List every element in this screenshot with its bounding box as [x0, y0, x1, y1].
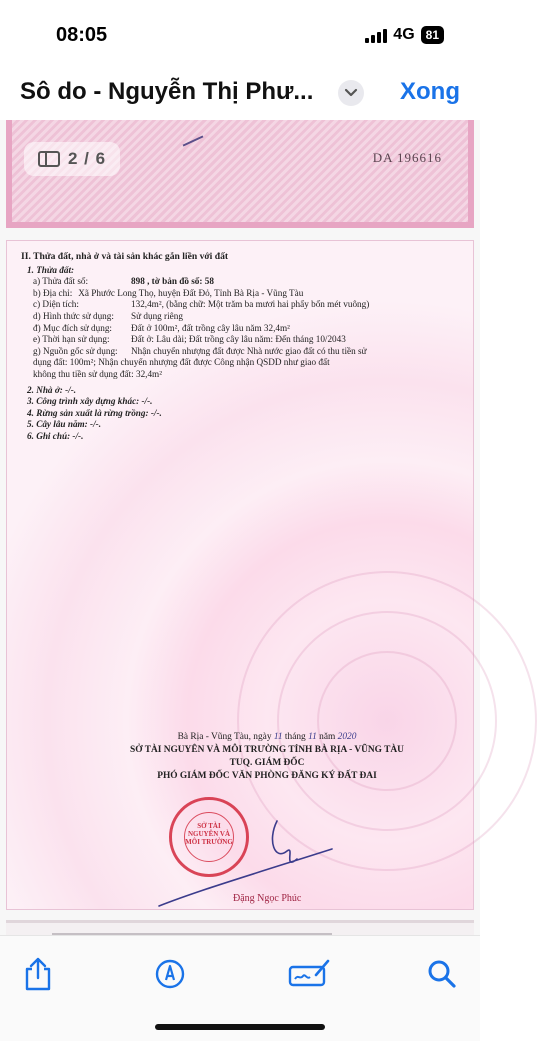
pen-mark	[183, 135, 204, 146]
issuing-organization: SỞ TÀI NGUYÊN VÀ MÔI TRƯỜNG TỈNH BÀ RỊA - VŨNG TÀU	[130, 745, 404, 755]
section-item: 2. Nhà ở: -/-.	[27, 384, 77, 395]
signing-block	[77, 731, 457, 783]
status-bar	[0, 0, 480, 70]
home-indicator	[155, 1024, 325, 1030]
land-row: g) Nguồn gốc sử dụng: Nhận chuyển nhượng đất được Nhà nước giao đất có thu tiền sử	[33, 345, 367, 356]
cellular-signal-icon	[365, 27, 387, 43]
signature-button[interactable]	[288, 956, 330, 992]
battery-icon: 81	[421, 26, 444, 44]
search-button[interactable]	[424, 956, 460, 992]
section-item: 3. Công trình xây dựng khác: -/-.	[27, 396, 153, 407]
document-title[interactable]: Sô do - Nguyễn Thị Phư...	[20, 78, 314, 105]
search-icon	[427, 959, 457, 989]
chevron-down-icon	[344, 87, 358, 99]
navigation-bar	[0, 70, 480, 120]
done-button[interactable]: Xong	[400, 78, 460, 105]
markup-button[interactable]	[152, 956, 188, 992]
title-menu-button[interactable]	[338, 80, 364, 106]
certificate-text	[21, 251, 463, 443]
land-row: b) Địa chỉ: Xã Phước Long Thọ, huyện Đất Đỏ, Tỉnh Bà Rịa - Vũng Tàu	[33, 287, 304, 298]
section-item: 5. Cây lâu năm: -/-.	[27, 419, 102, 430]
land-row: a) Thửa đất số: 898 , tờ bản đồ số: 58	[33, 276, 214, 287]
origin-continued: không thu tiền sử dụng đất: 32,4m²	[33, 368, 162, 379]
official-seal: SỞ TÀI NGUYÊN VÀ MÔI TRƯỜNG	[169, 797, 249, 877]
page-thumbnails-icon	[38, 151, 60, 167]
signature-icon	[288, 958, 330, 990]
section-title: II. Thửa đất, nhà ở và tài sản khác gắn liền với đất	[21, 251, 229, 262]
land-row: đ) Mục đích sử dụng: Đất ở 100m², đất trồng cây lâu năm 32,4m²	[33, 322, 290, 333]
markup-icon	[154, 958, 186, 990]
page-number: 2 / 6	[68, 149, 107, 168]
network-type: 4G	[393, 26, 415, 43]
share-icon	[22, 956, 54, 992]
certificate-serial: DA 196616	[372, 150, 442, 165]
status-time: 08:05	[56, 24, 108, 46]
land-row: e) Thời hạn sử dụng: Đất ở: Lâu dài; Đất trồng cây lâu năm: Đến tháng 10/2043	[33, 334, 346, 345]
status-indicators	[365, 26, 444, 44]
page-indicator[interactable]	[24, 142, 120, 176]
land-row: d) Hình thức sử dụng: Sử dụng riêng	[33, 310, 183, 321]
origin-continued: dụng đất: 100m²; Nhận chuyển nhượng đất được Công nhận QSDD như giao đất	[33, 357, 330, 368]
signing-date: Bà Rịa - Vũng Tàu, ngày 11 tháng 11 năm 2020	[177, 732, 357, 742]
signer-role: PHÓ GIÁM ĐỐC VĂN PHÒNG ĐĂNG KÝ ĐẤT ĐAI	[157, 771, 377, 781]
signer-role: TUQ. GIÁM ĐỐC	[229, 758, 305, 768]
section-item: 6. Ghi chú: -/-.	[27, 430, 84, 441]
land-row: c) Diện tích: 132,4m², (bằng chữ: Một trăm ba mươi hai phẩy bốn mét vuông)	[33, 299, 370, 310]
document-viewer[interactable]	[0, 120, 480, 935]
land-heading: 1. Thửa đất:	[27, 264, 75, 275]
bottom-toolbar	[0, 935, 480, 1041]
signer-name: Đặng Ngọc Phúc	[233, 893, 302, 904]
current-page[interactable]	[6, 240, 474, 910]
section-item: 4. Rừng sản xuất là rừng trồng: -/-.	[27, 407, 162, 418]
share-button[interactable]	[20, 956, 56, 992]
